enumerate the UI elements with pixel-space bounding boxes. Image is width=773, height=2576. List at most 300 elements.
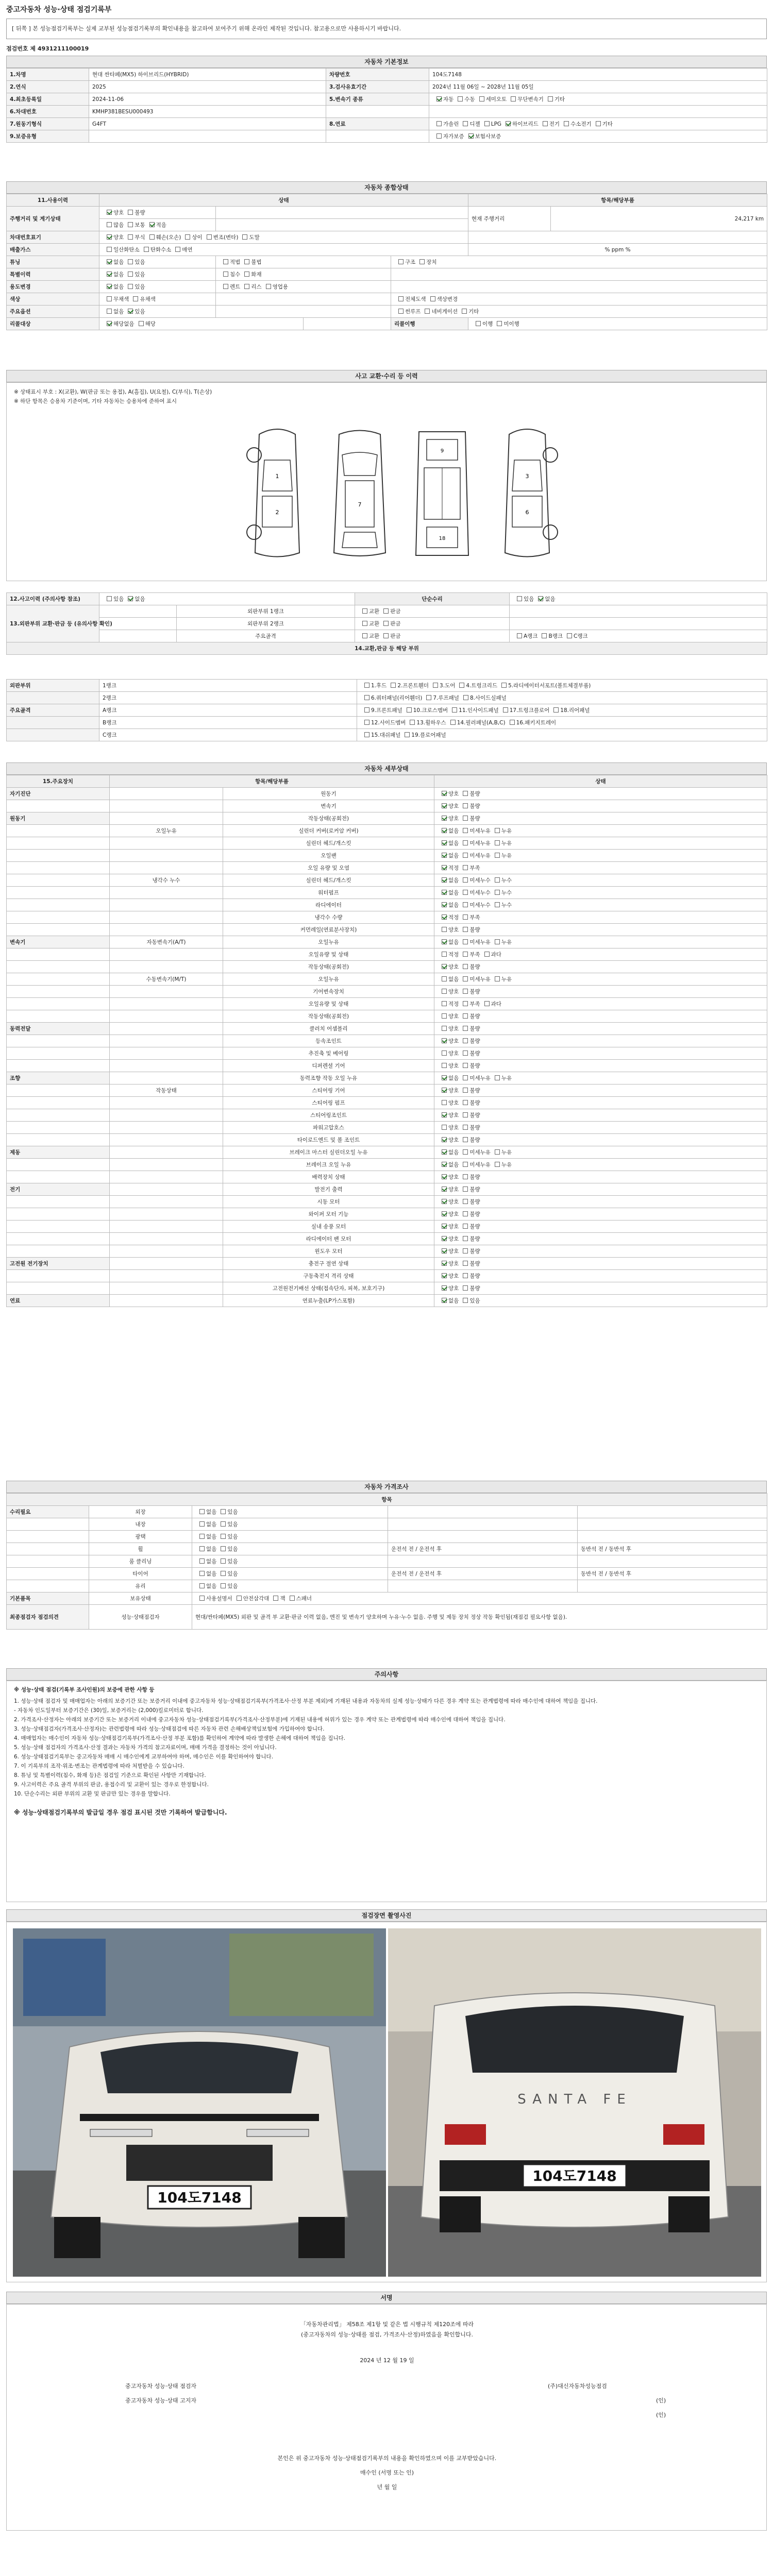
checkbox[interactable] <box>442 1001 447 1006</box>
detail-options <box>434 1295 767 1307</box>
checkbox-label: 없음 <box>206 1521 217 1528</box>
checkbox[interactable] <box>133 296 138 301</box>
table-row <box>7 680 767 692</box>
checkbox[interactable] <box>442 1026 447 1031</box>
checkbox[interactable] <box>463 865 468 870</box>
checkbox[interactable] <box>463 989 468 994</box>
checkbox-label: 없음 <box>448 890 459 896</box>
checkbox[interactable] <box>442 1273 447 1278</box>
checkbox[interactable] <box>221 1509 226 1514</box>
checkbox[interactable] <box>362 633 367 638</box>
checkbox[interactable] <box>436 121 442 126</box>
detail-options <box>434 1010 767 1023</box>
checkbox[interactable] <box>426 695 431 700</box>
detail-subgroup <box>110 1270 223 1282</box>
checkbox[interactable] <box>242 234 247 240</box>
checkbox[interactable] <box>463 890 468 895</box>
checkbox[interactable] <box>364 720 369 725</box>
checkbox[interactable] <box>221 1571 226 1576</box>
checkbox[interactable] <box>107 259 112 264</box>
checkbox[interactable] <box>107 272 112 277</box>
checkbox[interactable] <box>223 259 228 264</box>
checkbox[interactable] <box>364 683 369 688</box>
checkbox[interactable] <box>436 96 442 101</box>
checkbox-label: 불량 <box>469 1224 480 1230</box>
checkbox[interactable] <box>442 1248 447 1253</box>
table-row <box>7 800 767 812</box>
overall-label: 차대번호표기 <box>7 231 99 244</box>
checkbox[interactable] <box>463 816 468 821</box>
checkbox[interactable] <box>199 1521 205 1527</box>
checkbox-label: 미세누수 <box>469 890 491 896</box>
checkbox[interactable] <box>244 259 249 264</box>
checkbox[interactable] <box>398 296 404 301</box>
checkbox[interactable] <box>244 272 249 277</box>
checkbox[interactable] <box>495 840 500 845</box>
price-cell: 운전석 전 / 운전석 후 <box>388 1568 578 1580</box>
detail-subgroup <box>110 1047 223 1060</box>
checkbox[interactable] <box>107 321 112 326</box>
checkbox[interactable] <box>463 828 468 833</box>
checkbox[interactable] <box>410 720 415 725</box>
checkbox[interactable] <box>199 1583 205 1588</box>
checkbox[interactable] <box>290 1596 295 1601</box>
checkbox[interactable] <box>223 284 228 289</box>
checkbox[interactable] <box>107 210 112 215</box>
price-cell <box>578 1518 767 1531</box>
checkbox[interactable] <box>237 1596 242 1601</box>
checkbox[interactable] <box>506 121 511 126</box>
checkbox[interactable] <box>463 1100 468 1105</box>
checkbox[interactable] <box>463 791 468 796</box>
certificate-number-label: 점검번호 제 <box>6 45 36 52</box>
detail-item: 라디에이터 <box>223 899 434 911</box>
detail-options <box>434 924 767 936</box>
checkbox[interactable] <box>484 121 490 126</box>
detail-item: 배력장치 상태 <box>223 1171 434 1183</box>
checkbox[interactable] <box>223 272 228 277</box>
rank-level: 2랭크 <box>99 692 357 704</box>
checkbox-label: 보통 <box>135 222 145 228</box>
checkbox[interactable] <box>175 247 180 252</box>
svg-text:18: 18 <box>439 536 446 541</box>
checkbox[interactable] <box>463 1038 468 1043</box>
checkbox[interactable] <box>128 259 133 264</box>
table-row <box>7 1592 767 1605</box>
checkbox[interactable] <box>199 1534 205 1539</box>
checkbox[interactable] <box>419 259 425 264</box>
checkbox[interactable] <box>442 1088 447 1093</box>
checkbox[interactable] <box>463 803 468 808</box>
checkbox[interactable] <box>458 96 463 101</box>
checkbox[interactable] <box>199 1571 205 1576</box>
checkbox-label: 13.휠하우스 <box>416 720 446 726</box>
checkbox[interactable] <box>383 621 389 626</box>
checkbox[interactable] <box>442 1149 447 1155</box>
checkbox[interactable] <box>463 939 468 944</box>
checkbox-label: 적정 <box>448 914 459 921</box>
checkbox[interactable] <box>463 1285 468 1291</box>
checkbox[interactable] <box>442 914 447 920</box>
checkbox[interactable] <box>139 321 144 326</box>
checkbox[interactable] <box>107 596 112 601</box>
checkbox[interactable] <box>221 1521 226 1527</box>
checkbox[interactable] <box>442 964 447 969</box>
checkbox[interactable] <box>463 840 468 845</box>
checkbox[interactable] <box>364 732 369 737</box>
checkbox[interactable] <box>510 720 515 725</box>
checkbox-label: 없음 <box>113 309 124 315</box>
checkbox[interactable] <box>463 1236 468 1241</box>
checkbox[interactable] <box>442 939 447 944</box>
checkbox[interactable] <box>463 902 468 907</box>
checkbox[interactable] <box>463 1088 468 1093</box>
checkbox[interactable] <box>442 927 447 932</box>
table-row <box>7 69 767 81</box>
checkbox[interactable] <box>185 234 190 240</box>
checkbox[interactable] <box>463 1298 468 1303</box>
checkbox[interactable] <box>407 707 412 713</box>
checkbox[interactable] <box>452 707 457 713</box>
detail-options <box>434 812 767 825</box>
checkbox[interactable] <box>476 321 481 326</box>
checkbox[interactable] <box>442 1187 447 1192</box>
checkbox[interactable] <box>463 1050 468 1056</box>
checkbox[interactable] <box>364 695 369 700</box>
detail-options <box>434 874 767 887</box>
price-cell <box>388 1580 578 1592</box>
table-row <box>7 642 767 655</box>
checkbox-label: 부족 <box>469 914 480 921</box>
checkbox[interactable] <box>362 608 367 614</box>
checkbox-label: 적법 <box>230 259 241 265</box>
table-row <box>7 1282 767 1295</box>
checkbox[interactable] <box>548 96 553 101</box>
checkbox[interactable] <box>442 1013 447 1019</box>
checkbox[interactable] <box>495 853 500 858</box>
detail-item: 작동상태(공회전) <box>223 1010 434 1023</box>
checkbox[interactable] <box>463 1063 468 1068</box>
checkbox[interactable] <box>463 695 468 700</box>
checkbox[interactable] <box>495 1075 500 1080</box>
checkbox[interactable] <box>463 914 468 920</box>
checkbox[interactable] <box>128 309 133 314</box>
checkbox-label: 없음 <box>113 284 124 290</box>
note-item: 8. 튜닝 및 특별이력(침수, 화재 등)은 점검일 기준으로 확인된 사항만 기재합니다. <box>14 1772 206 1778</box>
checkbox[interactable] <box>463 1112 468 1117</box>
checkbox[interactable] <box>149 234 155 240</box>
checkbox[interactable] <box>199 1596 205 1601</box>
checkbox[interactable] <box>495 890 500 895</box>
price-survey-table <box>6 1493 767 1630</box>
checkbox[interactable] <box>463 1261 468 1266</box>
checkbox[interactable] <box>442 1211 447 1216</box>
checkbox[interactable] <box>128 596 133 601</box>
checkbox[interactable] <box>463 1273 468 1278</box>
checkbox-label: 유채색 <box>140 296 156 302</box>
detail-group <box>7 1270 110 1282</box>
checkbox[interactable] <box>567 633 572 638</box>
checkbox[interactable] <box>484 952 490 957</box>
checkbox[interactable] <box>442 865 447 870</box>
checkbox[interactable] <box>442 1162 447 1167</box>
overall-options <box>391 306 767 318</box>
checkbox[interactable] <box>442 1100 447 1105</box>
section-photos: 점검장면 촬영사진 <box>6 1909 767 1922</box>
detail-group <box>7 887 110 899</box>
checkbox[interactable] <box>495 1149 500 1155</box>
note-item: - 자동차 인도일부터 보증기간은 (30)일, 보증거리는 (2,000)킬로미터로 합니다. <box>14 1707 204 1714</box>
checkbox[interactable] <box>442 877 447 883</box>
checkbox[interactable] <box>244 284 249 289</box>
checkbox[interactable] <box>442 1224 447 1229</box>
checkbox[interactable] <box>442 816 447 821</box>
checkbox[interactable] <box>442 853 447 858</box>
checkbox[interactable] <box>596 121 601 126</box>
checkbox[interactable] <box>463 1248 468 1253</box>
checkbox[interactable] <box>442 803 447 808</box>
checkbox[interactable] <box>436 133 442 139</box>
checkbox[interactable] <box>107 296 112 301</box>
checkbox-label: 판금 <box>390 621 401 627</box>
checkbox-label: 양호 <box>448 1100 459 1106</box>
checkbox[interactable] <box>463 1199 468 1204</box>
rank-group: 주요골격 <box>7 704 99 717</box>
checkbox-label: 5.라디에이터서포트(볼트체결부품) <box>508 683 591 689</box>
sign-buyer: 매수인 (서명 또는 인) <box>360 2469 414 2476</box>
checkbox-label: 불량 <box>469 1199 480 1205</box>
table-row <box>7 1109 767 1122</box>
checkbox[interactable] <box>442 1038 447 1043</box>
checkbox[interactable] <box>463 1001 468 1006</box>
checkbox[interactable] <box>221 1534 226 1539</box>
checkbox[interactable] <box>391 683 396 688</box>
checkbox[interactable] <box>459 683 464 688</box>
checkbox[interactable] <box>463 1211 468 1216</box>
checkbox[interactable] <box>398 259 404 264</box>
checkbox[interactable] <box>564 121 569 126</box>
checkbox[interactable] <box>463 1013 468 1019</box>
checkbox[interactable] <box>107 222 112 227</box>
checkbox[interactable] <box>463 1224 468 1229</box>
checkbox[interactable] <box>442 791 447 796</box>
checkbox[interactable] <box>273 1596 278 1601</box>
checkbox-label: 양호 <box>448 1026 459 1032</box>
checkbox[interactable] <box>128 234 133 240</box>
checkbox[interactable] <box>450 720 456 725</box>
checkbox[interactable] <box>128 284 133 289</box>
checkbox[interactable] <box>442 890 447 895</box>
checkbox[interactable] <box>463 1075 468 1080</box>
checkbox[interactable] <box>128 272 133 277</box>
detail-subgroup <box>110 1282 223 1295</box>
checkbox[interactable] <box>463 1174 468 1179</box>
checkbox[interactable] <box>517 596 522 601</box>
checkbox[interactable] <box>442 828 447 833</box>
checkbox[interactable] <box>442 1261 447 1266</box>
basic-value: KMHP381BESU000493 <box>89 106 326 118</box>
checkbox[interactable] <box>149 222 155 227</box>
checkbox[interactable] <box>542 633 547 638</box>
checkbox[interactable] <box>463 927 468 932</box>
price-group <box>7 1543 89 1555</box>
checkbox[interactable] <box>442 989 447 994</box>
checkbox[interactable] <box>442 1112 447 1117</box>
basic-value: 104도7148 <box>429 69 767 81</box>
detail-options <box>434 1159 767 1171</box>
checkbox[interactable] <box>463 1137 468 1142</box>
overall-options <box>99 219 216 231</box>
table-row <box>7 1605 767 1630</box>
checkbox[interactable] <box>511 96 516 101</box>
checkbox[interactable] <box>468 133 474 139</box>
checkbox[interactable] <box>497 321 502 326</box>
checkbox[interactable] <box>398 309 404 314</box>
certificate-number-value: 4931211100019 <box>37 45 89 52</box>
checkbox[interactable] <box>383 633 389 638</box>
checkbox[interactable] <box>517 633 522 638</box>
detail-subgroup <box>110 1171 223 1183</box>
checkbox[interactable] <box>442 1174 447 1179</box>
checkbox[interactable] <box>107 247 112 252</box>
checkbox[interactable] <box>221 1558 226 1564</box>
table-row <box>7 874 767 887</box>
checkbox[interactable] <box>383 608 389 614</box>
table-row <box>7 118 767 130</box>
table-row <box>7 1159 767 1171</box>
checkbox-label: 양호 <box>448 1088 459 1094</box>
detail-options <box>434 862 767 874</box>
detail-group <box>7 1010 110 1023</box>
checkbox[interactable] <box>463 952 468 957</box>
overall-head: 상태 <box>99 194 468 207</box>
checkbox[interactable] <box>543 121 548 126</box>
checkbox[interactable] <box>442 952 447 957</box>
checkbox[interactable] <box>463 1149 468 1155</box>
detail-item: 클러치 어셈블리 <box>223 1023 434 1035</box>
table-row <box>7 605 767 618</box>
checkbox[interactable] <box>364 707 369 713</box>
checkbox[interactable] <box>553 707 559 713</box>
detail-item: 추진축 및 베어링 <box>223 1047 434 1060</box>
checkbox[interactable] <box>484 1001 490 1006</box>
checkbox[interactable] <box>128 210 133 215</box>
checkbox[interactable] <box>442 1199 447 1204</box>
checkbox[interactable] <box>362 621 367 626</box>
table-row <box>7 1047 767 1060</box>
body-right <box>510 630 767 642</box>
checkbox[interactable] <box>442 1063 447 1068</box>
checkbox[interactable] <box>433 683 438 688</box>
table-row <box>7 1494 767 1506</box>
checkbox[interactable] <box>495 828 500 833</box>
checkbox[interactable] <box>442 1285 447 1291</box>
checkbox[interactable] <box>463 1125 468 1130</box>
table-row <box>7 1543 767 1555</box>
checkbox-label: 없음 <box>448 939 459 945</box>
checkbox-label: 없음 <box>448 902 459 908</box>
checkbox[interactable] <box>442 902 447 907</box>
checkbox-label: 전체도색 <box>405 296 426 302</box>
checkbox[interactable] <box>501 683 507 688</box>
checkbox[interactable] <box>442 1137 447 1142</box>
checkbox[interactable] <box>430 296 435 301</box>
checkbox[interactable] <box>463 964 468 969</box>
accident-cell <box>99 605 177 618</box>
checkbox[interactable] <box>107 234 112 240</box>
checkbox[interactable] <box>107 284 112 289</box>
checkbox[interactable] <box>463 1187 468 1192</box>
checkbox[interactable] <box>442 1236 447 1241</box>
checkbox[interactable] <box>538 596 543 601</box>
checkbox[interactable] <box>199 1509 205 1514</box>
checkbox[interactable] <box>495 939 500 944</box>
basic-value <box>326 130 429 143</box>
price-group: 수리필요 <box>7 1506 89 1518</box>
checkbox[interactable] <box>221 1546 226 1551</box>
detail-options <box>434 837 767 850</box>
checkbox-label: 미세누유 <box>469 939 491 945</box>
checkbox-label: 많음 <box>113 222 124 228</box>
checkbox[interactable] <box>425 309 430 314</box>
detail-options <box>434 1282 767 1295</box>
checkbox[interactable] <box>144 247 149 252</box>
checkbox-label: 양호 <box>448 1050 459 1057</box>
checkbox[interactable] <box>463 877 468 883</box>
checkbox[interactable] <box>495 1162 500 1167</box>
checkbox[interactable] <box>221 1583 226 1588</box>
checkbox[interactable] <box>107 309 112 314</box>
checkbox[interactable] <box>199 1546 205 1551</box>
checkbox[interactable] <box>463 853 468 858</box>
checkbox[interactable] <box>128 222 133 227</box>
detail-group <box>7 1245 110 1258</box>
table-row <box>7 788 767 800</box>
overall-options <box>216 293 391 306</box>
table-row <box>7 1010 767 1023</box>
checkbox[interactable] <box>442 976 447 981</box>
overall-options <box>99 207 216 219</box>
checkbox[interactable] <box>462 309 467 314</box>
detail-head: 15.주요장치 <box>7 775 110 788</box>
checkbox[interactable] <box>442 1075 447 1080</box>
basic-items-sub: 보유상태 <box>89 1592 192 1605</box>
checkbox[interactable] <box>442 1125 447 1130</box>
detail-item: 냉각수 수량 <box>223 911 434 924</box>
simple-repair-options <box>510 593 767 605</box>
checkbox[interactable] <box>207 234 212 240</box>
checkbox[interactable] <box>442 1298 447 1303</box>
checkbox[interactable] <box>495 877 500 883</box>
checkbox[interactable] <box>199 1558 205 1564</box>
checkbox[interactable] <box>266 284 271 289</box>
checkbox-label: 불량 <box>135 210 145 216</box>
checkbox[interactable] <box>463 1162 468 1167</box>
checkbox[interactable] <box>442 1050 447 1056</box>
checkbox[interactable] <box>442 840 447 845</box>
detail-item: 스티어링 펌프 <box>223 1097 434 1109</box>
checkbox[interactable] <box>479 96 484 101</box>
checkbox[interactable] <box>503 707 508 713</box>
checkbox[interactable] <box>495 976 500 981</box>
note-item: 5. 성능·상태 점검자의 가격조사·산정 결과는 자동차 가격의 참고자료이며, 매매 가격을 결정하는 것이 아닙니다. <box>14 1744 277 1751</box>
checkbox[interactable] <box>463 976 468 981</box>
checkbox[interactable] <box>463 1026 468 1031</box>
checkbox-label: 있음 <box>135 309 145 315</box>
checkbox[interactable] <box>405 732 410 737</box>
checkbox[interactable] <box>463 121 468 126</box>
checkbox[interactable] <box>495 902 500 907</box>
